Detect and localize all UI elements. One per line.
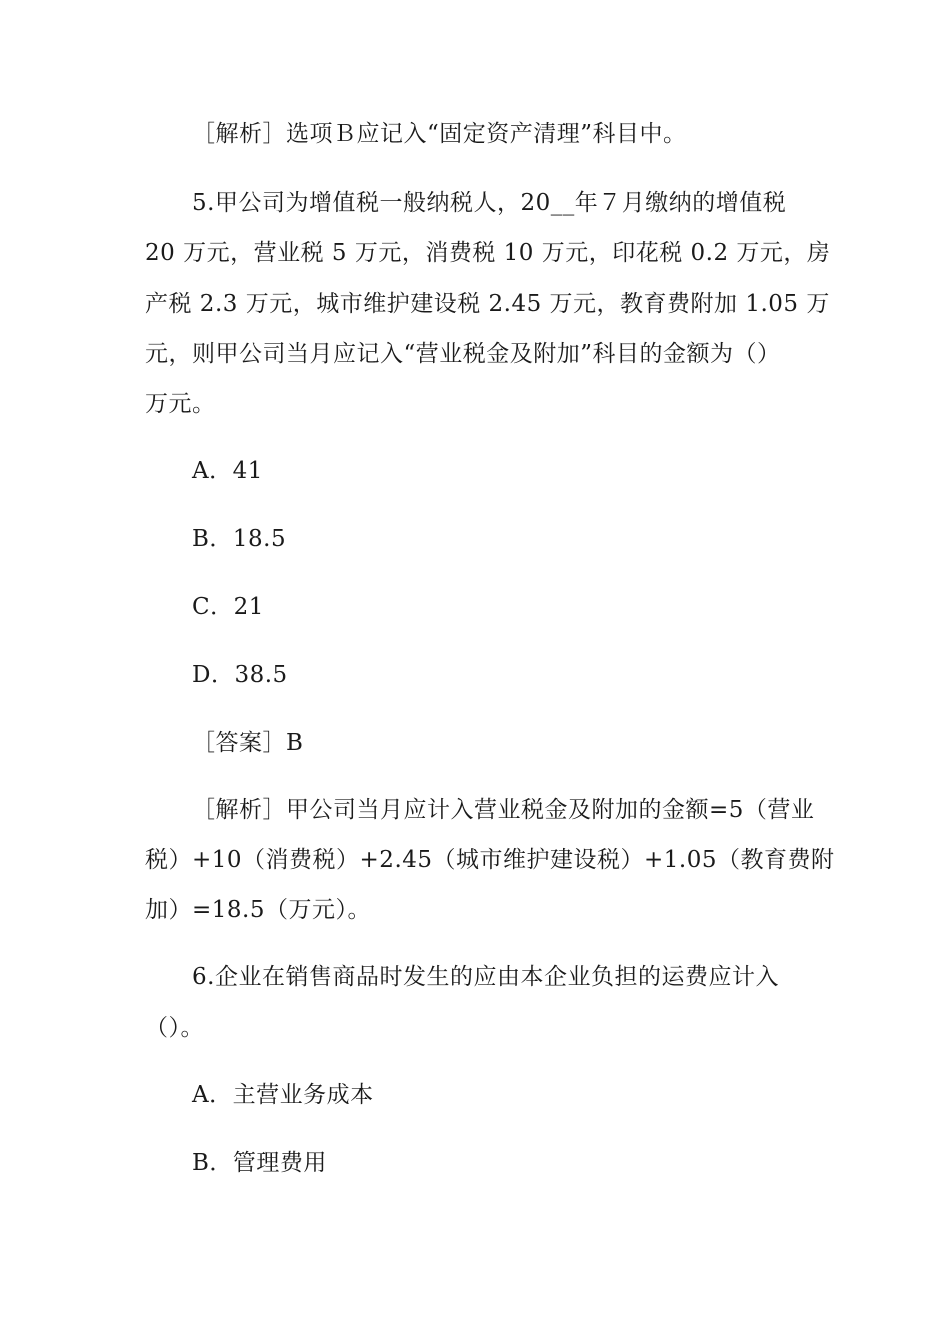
q6-stem-line-2: （）。 xyxy=(145,1015,204,1041)
q5-option-c: C．21 xyxy=(192,594,264,620)
q5-option-a: A．41 xyxy=(192,458,263,484)
q5-analysis-line-2: 税）+10（消费税）+2.45（城市维护建设税）+1.05（教育费附 xyxy=(145,847,835,873)
q5-answer: ［答案］B xyxy=(192,730,304,756)
q6-option-b: B．管理费用 xyxy=(192,1150,327,1176)
q6-option-a: A．主营业务成本 xyxy=(192,1082,374,1108)
analysis-q4: ［解析］选项Ｂ应记入“固定资产清理”科目中。 xyxy=(192,121,687,147)
q5-option-d: D．38.5 xyxy=(192,662,288,688)
q5-stem-line-2: 20 万元，营业税 5 万元，消费税 10 万元，印花税 0.2 万元，房 xyxy=(145,240,831,266)
q5-stem-line-1: 5.甲公司为增值税一般纳税人，20__年７月缴纳的增值税 xyxy=(192,190,787,216)
q5-stem-line-3: 产税 2.3 万元，城市维护建设税 2.45 万元，教育费附加 1.05 万 xyxy=(145,291,830,317)
q5-analysis-line-3: 加）=18.5（万元）。 xyxy=(145,897,371,923)
q5-analysis-line-1: ［解析］甲公司当月应计入营业税金及附加的金额=5（营业 xyxy=(192,797,815,823)
q5-stem-line-5: 万元。 xyxy=(145,391,216,417)
q6-stem-line-1: 6.企业在销售商品时发生的应由本企业负担的运费应计入 xyxy=(192,964,779,990)
q5-option-b: B．18.5 xyxy=(192,526,287,552)
q5-stem-line-4: 元，则甲公司当月应记入“营业税金及附加”科目的金额为（） xyxy=(145,341,781,367)
